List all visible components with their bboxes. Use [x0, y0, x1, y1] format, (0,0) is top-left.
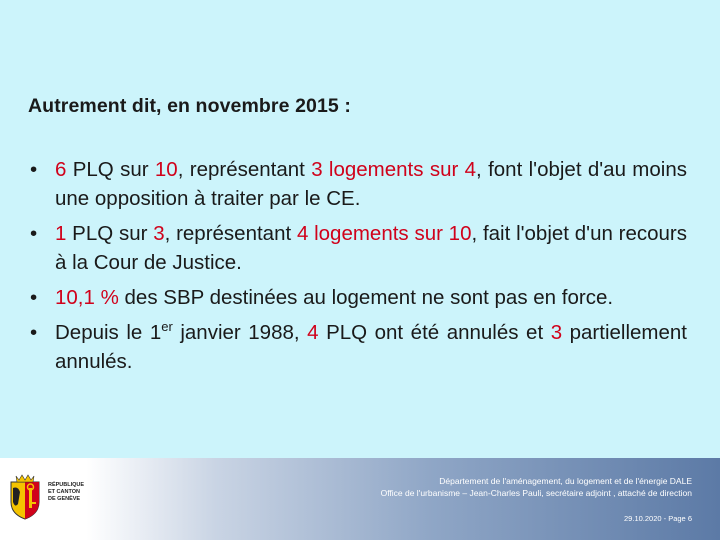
bullet-text-segment: des SBP destinées au logement ne sont pas en force.: [118, 286, 614, 309]
logo-line: RÉPUBLIQUE: [48, 482, 85, 488]
bullet-item: [30, 318, 687, 376]
bullet-text-segment: PLQ ont été annulés et: [318, 321, 551, 344]
bullet-item: [30, 283, 687, 312]
bullet-text-segment: , représentant: [177, 158, 312, 181]
highlighted-value: 6: [55, 158, 67, 181]
bullet-text-segment: Depuis le 1: [55, 321, 162, 344]
highlighted-value: 10: [154, 158, 178, 181]
footer-banner: [0, 458, 720, 540]
logo-text: [48, 482, 84, 503]
bullet-text: [55, 321, 687, 373]
geneva-coat-of-arms-logo: [8, 464, 86, 534]
footer-department-info: [381, 475, 692, 499]
shield-icon: [8, 474, 42, 520]
highlighted-value: 10,1 %: [55, 286, 119, 309]
bullet-text-segment: , font l'objet d'au moins une opposition à traiter par le CE.: [55, 158, 687, 210]
bullet-text-segment: , représentant: [164, 222, 297, 245]
bullet-text-segment: er: [161, 319, 173, 335]
highlighted-value: 4: [307, 321, 319, 344]
bullet-dot-icon: •: [30, 286, 38, 309]
bullet-text-segment: partiellement annulés.: [55, 321, 687, 373]
department-name: Département de l'aménagement, du logement et de l'énergie DALE: [439, 476, 692, 486]
slide-heading: Autrement dit, en novembre 2015 :: [28, 95, 351, 117]
bullet-text-segment: PLQ sur: [66, 222, 154, 245]
bullet-text-segment: janvier 1988,: [172, 321, 308, 344]
highlighted-value: 3: [153, 222, 165, 245]
bullet-dot-icon: •: [30, 222, 38, 245]
bullet-text: [55, 158, 687, 210]
highlighted-value: 4 logements sur 10: [296, 222, 472, 245]
bullet-dot-icon: •: [30, 158, 38, 181]
bullet-text-segment: PLQ sur: [66, 158, 155, 181]
bullet-text-segment: , fait l'objet d'un recours à la Cour de Justice.: [55, 222, 687, 274]
bullet-text: [55, 286, 613, 309]
bullet-text: [55, 222, 687, 274]
footer-date-page: 29.10.2020 - Page 6: [624, 514, 692, 523]
logo-line: DE GENÈVE: [48, 496, 81, 502]
bullet-list: [30, 155, 687, 382]
bullet-item: [30, 219, 687, 277]
highlighted-value: 1: [55, 222, 67, 245]
logo-line: ET CANTON: [48, 489, 80, 495]
bullet-item: [30, 155, 687, 213]
highlighted-value: 3 logements sur 4: [311, 158, 477, 181]
bullet-dot-icon: •: [30, 321, 38, 344]
office-name: Office de l'urbanisme – Jean-Charles Pauli, secrétaire adjoint , attaché de direction: [380, 488, 692, 498]
highlighted-value: 3: [550, 321, 563, 344]
